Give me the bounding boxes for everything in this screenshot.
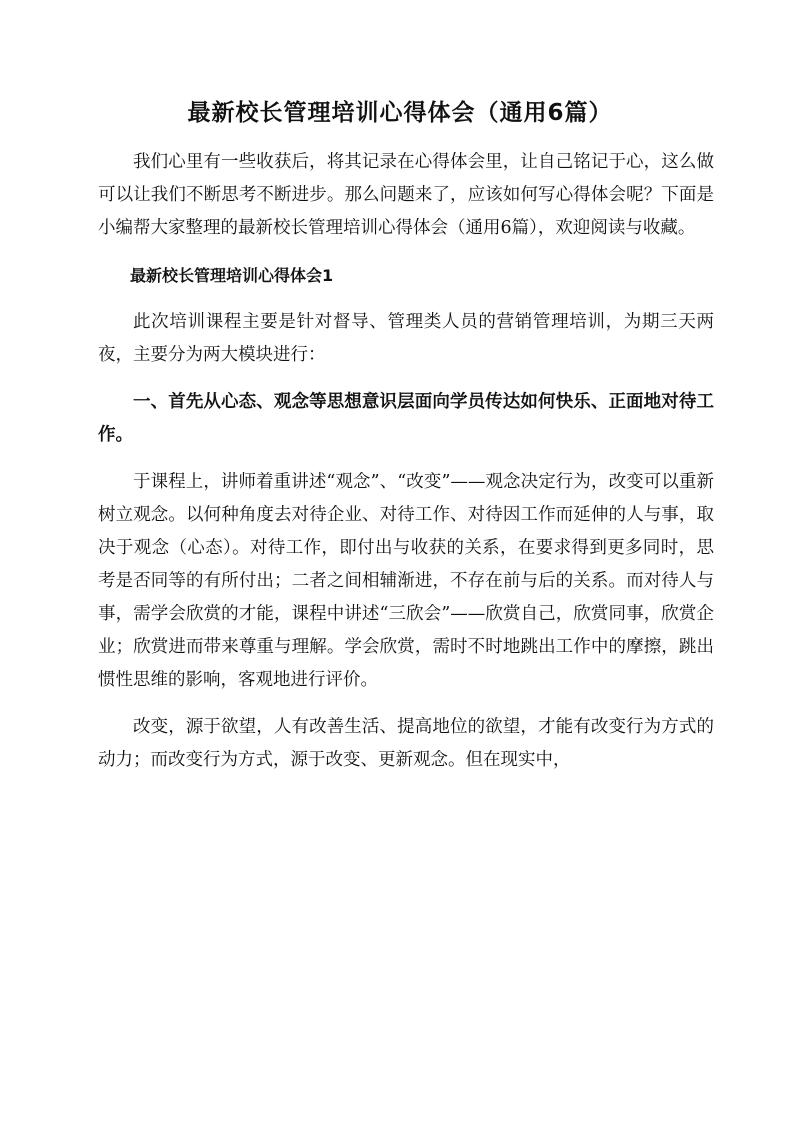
intro-paragraph: 我们心里有一些收获后，将其记录在心得体会里，让自己铭记于心，这么做可以让我们不断思考不断进步。那么问题来了，应该如何写心得体会呢？下面是小编帮大家整理的最新校长管理培训心得体会（通用6篇），欢迎阅读与收藏。 [98,152,714,238]
document-body [98,146,714,791]
paragraph-3: 改变，源于欲望，人有改善生活、提高地位的欲望，才能有改变行为方式的动力；而改变行为方式，源于改变、更新观念。但在现实中， [98,717,714,770]
paragraph-1: 此次培训课程主要是针对督导、管理类人员的营销管理培训，为期三天两夜，主要分为两大模块进行： [98,312,714,365]
document-title: 最新校长管理培训心得体会（通用6篇） [187,100,613,126]
paragraph-2: 于课程上，讲师着重讲述“观念”、“改变”——观念决定行为，改变可以重新树立观念。以何种角度去对待企业、对待工作、对待因工作而延伸的人与事，取决于观念（心态）。对待工作，即付出与收获的关系，在要求得到更多同时，思考是否同等的有所付出；二者之间相辅渐进，不存在前与后的关系。而对待人与事，需学会欣赏的才能，课程中讲述“三欣会”——欣赏自己，欣赏同事，欣赏企业；欣赏进而带来尊重与理解。学会欣赏，需时不时地跳出工作中的摩擦，跳出惯性思维的影响，客观地进行评价。 [98,472,714,690]
section-title: 最新校长管理培训心得体会1 [130,266,334,285]
heading-1: 一、首先从心态、观念等思想意识层面向学员传达如何快乐、正面地对待工作。 [98,392,714,445]
